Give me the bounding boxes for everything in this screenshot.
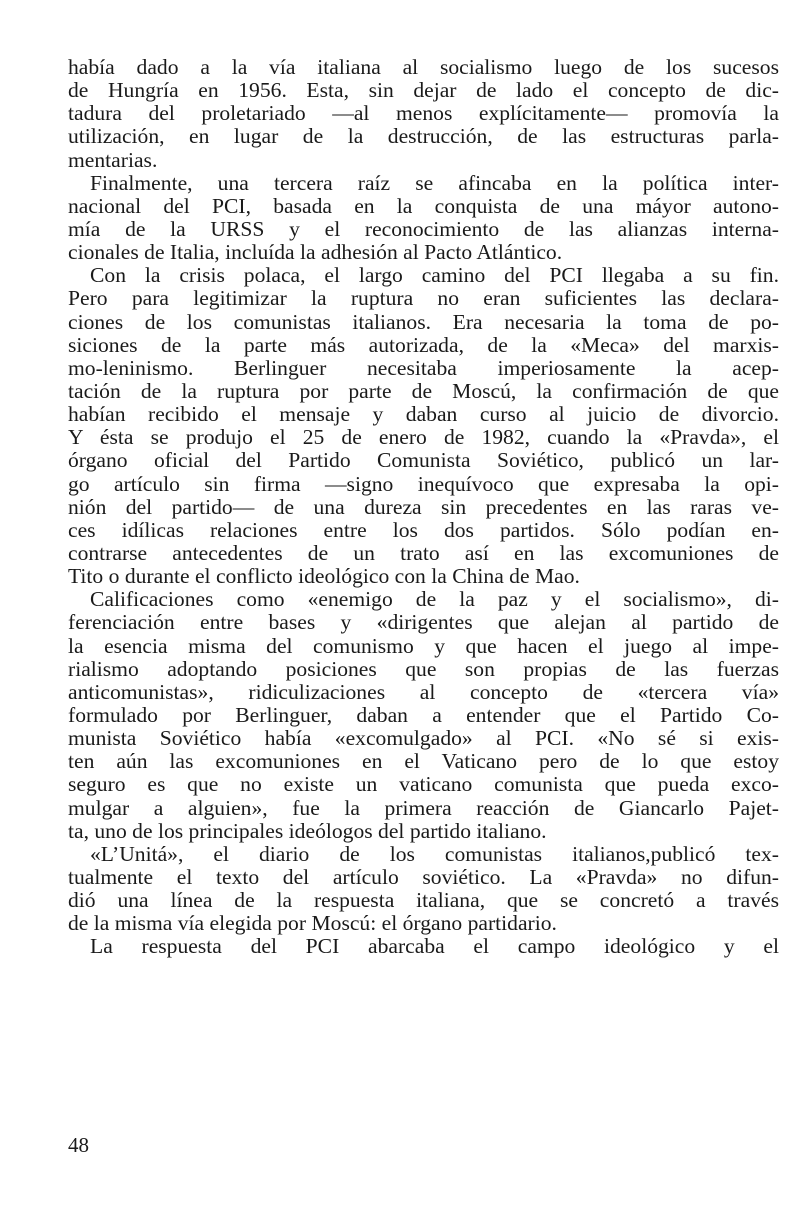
paragraph (68, 56, 779, 172)
text-line: Pero para legitimizar la ruptura no eran suficientes las declara- (68, 286, 779, 311)
text-line: ces idílicas relaciones entre los dos partidos. Sólo podían en- (68, 517, 779, 542)
text-line: cionales de Italia, incluída la adhesión al Pacto Atlántico. (68, 240, 563, 265)
text-line: había dado a la vía italiana al socialismo luego de los sucesos (68, 55, 779, 79)
page-number: 48 (68, 1133, 89, 1157)
text-line: ciones de los comunistas italianos. Era necesaria la toma de po- (68, 309, 779, 334)
text-line: tación de la ruptura por parte de Moscú, la confirmación de que (68, 378, 779, 403)
text-line: rialismo adoptando posiciones que son propias de las fuerzas (68, 656, 779, 681)
text-line: de la misma vía elegida por Moscú: el órgano partidario. (68, 911, 557, 936)
text-line: Calificaciones como «enemigo de la paz y el socialismo», di- (90, 587, 779, 612)
text-line: tualmente el texto del artículo soviético. La «Pravda» no difun- (68, 864, 779, 889)
text-line: mía de la URSS y el reconocimiento de las alianzas interna- (68, 216, 779, 241)
text-line: seguro es que no existe un vaticano comunista que pueda exco- (68, 772, 779, 797)
text-line: Y ésta se produjo el 25 de enero de 1982, cuando la «Pravda», el (68, 425, 779, 450)
text-line: La respuesta del PCI abarcaba el campo ideológico y el (90, 934, 779, 959)
text-line: nacional del PCI, basada en la conquista de una máyor autono- (68, 193, 779, 218)
text-line: Finalmente, una tercera raíz se afincaba en la política inter- (90, 170, 779, 195)
text-line: anticomunistas», ridiculizaciones al concepto de «tercera vía» (68, 679, 779, 704)
text-line: go artículo sin firma —signo inequívoco que expresaba la opi- (68, 471, 779, 496)
text-line: contrarse antecedentes de un trato así en las excomuniones de (68, 540, 779, 565)
text-line: Con la crisis polaca, el largo camino del PCI llegaba a su fin. (90, 263, 779, 288)
text-line: mo-leninismo. Berlinguer necesitaba imperiosamente la acep- (68, 355, 779, 380)
text-line: nión del partido— de una dureza sin precedentes en las raras ve- (68, 494, 779, 519)
text-line: órgano oficial del Partido Comunista Soviético, publicó un lar- (68, 448, 779, 473)
text-line: dió una línea de la respuesta italiana, que se concretó a través (68, 888, 779, 913)
text-line: tadura del proletariado —al menos explícitamente— promovía la (68, 101, 779, 126)
body-text (68, 56, 779, 958)
text-line: munista Soviético había «excomulgado» al PCI. «No sé si exis- (68, 726, 779, 751)
paragraph (68, 264, 779, 588)
text-line: ten aún las excomuniones en el Vaticano pero de lo que estoy (68, 749, 779, 774)
paragraph (68, 172, 779, 265)
text-line: mulgar a alguien», fue la primera reacción de Giancarlo Pajet- (68, 795, 779, 820)
text-line: ta, uno de los principales ideólogos del partido italiano. (68, 818, 547, 843)
text-line: «L’Unitá», el diario de los comunistas italianos,publicó tex- (90, 841, 779, 866)
text-line: mentarias. (68, 147, 158, 172)
paragraph (68, 843, 779, 936)
text-line: formulado por Berlinguer, daban a entender que el Partido Co- (68, 702, 779, 727)
paragraph (68, 588, 779, 843)
text-line: ferenciación entre bases y «dirigentes que alejan al partido de (68, 610, 779, 635)
text-line: Tito o durante el conflicto ideológico con la China de Mao. (68, 564, 580, 589)
text-line: de Hungría en 1956. Esta, sin dejar de lado el concepto de dic- (68, 78, 779, 103)
text-line: la esencia misma del comunismo y que hacen el juego al impe- (68, 633, 779, 658)
paragraph (68, 935, 779, 958)
text-line: utilización, en lugar de la destrucción, de las estructuras parla- (68, 124, 779, 149)
text-line: siciones de la parte más autorizada, de la «Meca» del marxis- (68, 332, 779, 357)
text-line: habían recibido el mensaje y daban curso al juicio de divorcio. (68, 402, 779, 427)
